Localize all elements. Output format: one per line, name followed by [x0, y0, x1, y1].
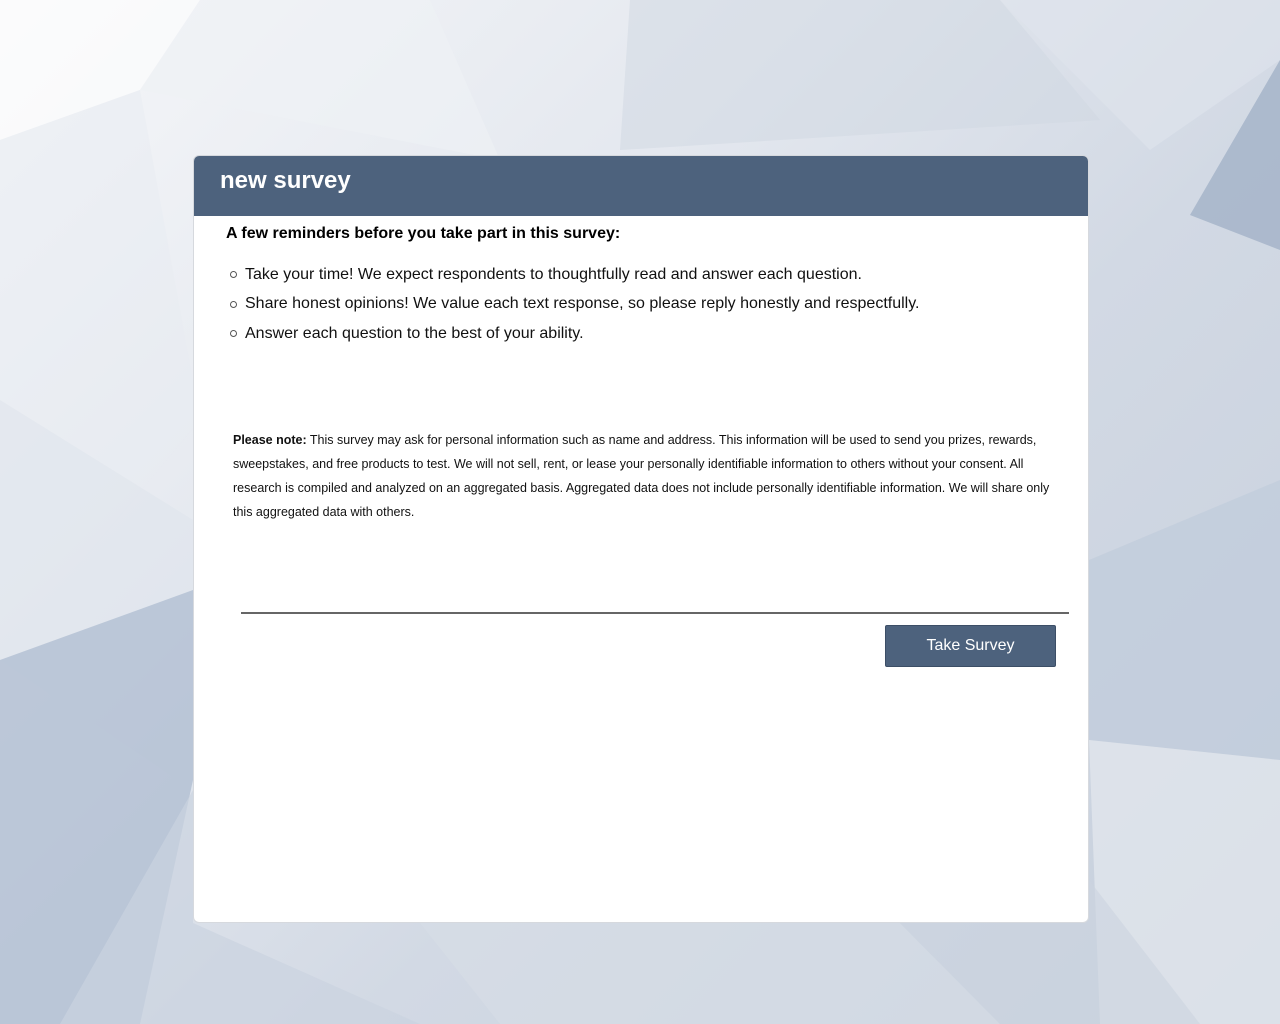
divider	[241, 612, 1069, 614]
reminder-text: Answer each question to the best of your ability.	[245, 324, 584, 342]
list-item	[230, 319, 919, 349]
card-header	[194, 156, 1088, 216]
reminder-text: Share honest opinions! We value each text response, so please reply honestly and respectfully.	[245, 295, 920, 313]
reminder-list	[230, 260, 919, 349]
list-item	[230, 290, 919, 320]
bullet-circle-icon	[230, 301, 237, 308]
take-survey-button[interactable]: Take Survey	[885, 625, 1056, 667]
bullet-circle-icon	[230, 271, 237, 278]
survey-card	[193, 155, 1089, 923]
reminders-heading: A few reminders before you take part in this survey:	[226, 225, 621, 242]
note-label: Please note:	[233, 433, 307, 447]
list-item	[230, 260, 919, 290]
bullet-circle-icon	[230, 330, 237, 337]
privacy-note	[233, 428, 1053, 524]
reminder-text: Take your time! We expect respondents to thoughtfully read and answer each question.	[245, 265, 862, 283]
survey-title: new survey	[220, 167, 351, 194]
note-text: This survey may ask for personal information such as name and address. This information will be used to send you prizes, rewards, sweepstakes, and free products to test. We will not sell, rent, or lease your personally identifiable information to others without your consent. All research is compiled and analyzed on an aggregated basis. Aggregated data does not include personally identifiable information. We will share only this aggregated data with others.	[233, 433, 1050, 519]
